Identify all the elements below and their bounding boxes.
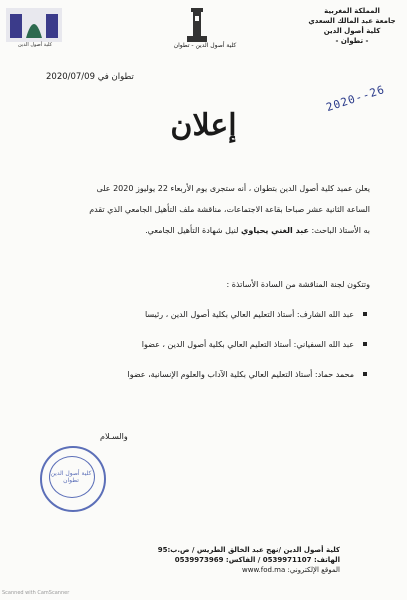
header-center-caption: كلية أصول الدين - تطوان xyxy=(173,42,237,49)
stamp-text: كلية أصول الدين تطوان xyxy=(50,470,92,484)
body-text: لنيل شهادة التأهيل الجامعي. xyxy=(145,226,239,235)
footer-phone: الهاتف: 0539971107 / الفاكس: 0539973969 xyxy=(174,556,340,564)
header-line: جامعة عبد المالك السعدي xyxy=(308,17,396,25)
faculty-tower-logo xyxy=(183,6,211,44)
committee-member xyxy=(32,370,370,379)
university-logo xyxy=(6,8,62,42)
committee-member xyxy=(32,340,370,349)
document-date: تطوان في 2020/07/09 xyxy=(46,72,134,82)
committee-member-text: عبد الله السفياني: أستاذ التعليم العالي بكلية أصول الدين ، عضوا xyxy=(141,340,354,349)
committee-member xyxy=(32,310,370,319)
header-line: المملكة المغربية xyxy=(324,7,380,15)
header-left-caption: كلية أصول الدين xyxy=(18,42,52,48)
closing-salutation: والسـلام xyxy=(100,432,128,441)
header-line: كلية أصول الدين xyxy=(323,27,381,35)
body-paragraph xyxy=(32,178,370,241)
committee-intro: وتتكون لجنة المناقشة من السادة الأساتذة : xyxy=(226,280,370,289)
header-line: - تطوان - xyxy=(335,37,369,45)
committee-list xyxy=(32,310,370,400)
candidate-name: عبد الغني يحياوي xyxy=(241,226,309,235)
handwritten-reference: 2020--26 xyxy=(324,82,387,115)
committee-member-text: عبد الله الشارف: أستاذ التعليم العالي بكلية أصول الدين ، رئيسا xyxy=(144,310,354,319)
footer-contact xyxy=(60,545,340,575)
footer-address: كلية أصول الدين /نهج عبد الخالق الطريس / ص.ب:95 xyxy=(157,546,340,554)
header-institution xyxy=(307,6,397,46)
body-line: الساعة الثانية عشر صباحا بقاعة الاجتماعات، مناقشة ملف التأهيل الجامعي الذي تقدم xyxy=(89,205,370,214)
committee-member-text: محمد حماد: أستاذ التعليم العالي بكلية الآداب والعلوم الإنسانية، عضوا xyxy=(127,370,354,379)
bullet-icon xyxy=(363,312,367,316)
scanner-watermark: Scanned with CamScanner xyxy=(2,590,70,596)
bullet-icon xyxy=(363,372,367,376)
bullet-icon xyxy=(363,342,367,346)
footer-website: الموقع الإلكتروني: www.fod.ma xyxy=(242,566,340,574)
announcement-title: إعلان xyxy=(170,108,237,143)
body-text: به الأستاذ الباحث: xyxy=(311,226,370,235)
body-line: يعلن عميد كلية أصول الدين بتطوان ، أنه ستجرى يوم الأربعاء 22 يوليوز 2020 على xyxy=(96,184,370,193)
body-line xyxy=(32,220,370,241)
